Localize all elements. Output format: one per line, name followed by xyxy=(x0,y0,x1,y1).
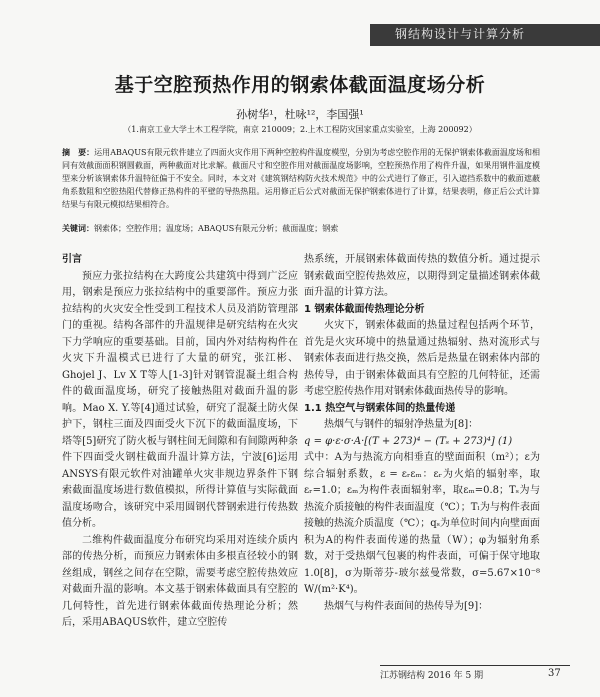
paper-authors: 孙树华¹，杜咏¹²，李国强¹ xyxy=(236,108,364,121)
abstract-label: 摘 要： xyxy=(62,148,95,157)
keywords-label: 关键词： xyxy=(62,224,94,233)
paper-affiliation: （1.南京工业大学土木工程学院，南京 210009；2.上木工程防灾国家重点实验室，上海 200092） xyxy=(123,125,477,134)
section-1-1-heading: 1.1 热空气与钢索体间的热量传递 xyxy=(304,402,456,414)
intro-paragraph-1: 预应力张拉结构在大跨度公共建筑中得到广泛应用，钢索是预应力张拉结构中的重要部件。预应力张拉结构的火灾安全性受到工程技术人员及消防管理部门的重视。结构各部件的升温规律是研究结构在火灾下力学响应的重要基础。目前，国内外对结构构件在火灾下升温模式已进行了大量的研究，张江彬、Ghojel J、Lv X T等人[1-3]针对钢管混凝土组合构件的截面温度场，研究了接触热阻对截面升温的影响。Mao X. Y.等[4]通过试验，研究了混凝土防火保护下，钢柱三面及四面受火下沉下的截面温度场，下塔等[5]研究了防火板与钢柱间无间隙和有间隙两种条件下四面受火钢柱截面升温计算方法，宁波[6]运用ANSYS有限元软件对油罐单火灾非规边界条件下钢索截面温度场进行数值模拟，所得计算值与实际截面温度场吻合，该研究中采用圆钢代替钢索进行传热数值分析。 xyxy=(62,270,298,529)
keywords-text: 钢索体；空腔作用；温度场；ABAQUS有限元分析；截面温度；钢索 xyxy=(94,224,339,233)
keywords xyxy=(62,223,540,235)
section-1-1-paragraph: 热烟气与钢件的辐射净热量为[8]： xyxy=(324,419,479,430)
abstract xyxy=(62,146,540,211)
page-number: 37 xyxy=(548,668,561,679)
left-column xyxy=(62,252,298,632)
equation-1: q = φ·ε·σ·A·[(T + 273)⁴ − (Tₛ + 273)⁴] (1) xyxy=(304,435,513,447)
abstract-text: 运用ABAQUS有限元软件建立了四面火灾作用下两种空腔构件温度模型，分别为考虑空腔作用的无保护钢索体截面温度场和相同有效截面面积钢圆截面，两种截面对比求解。截面尺寸和空腔作用对截面温度场影响，空腔预热作用了构件升温，如果用钢件温度模型来分析该钢索体升温特征偏于不安全。同时，本文对《建筑钢结构防火技术规范》中的公式进行了修正，引入遮挡系数中的截面遮蔽角系数阻和空腔热阻代替修正热构件的平壁的导热热阻。运用修正后公式对截面无保护钢索体进行了计算，结果表明，修正后公式计算结果与有限元模拟结果相符合。 xyxy=(62,148,541,209)
section-header-text: 钢结构设计与计算分析 xyxy=(395,27,526,41)
section-1-heading: 1 钢索体截面传热理论分析 xyxy=(304,303,425,315)
section-1-1-paragraph-2: 热烟气与构件表面间的热传导为[9]： xyxy=(324,600,489,612)
right-column xyxy=(304,252,540,615)
footer-rule xyxy=(380,665,570,666)
right-paragraph-0: 热系统，开展钢索体截面传热的数值分析。通过提示钢索截面空腔传热效应，以期得到定量描述钢索体截面升温的计算方法。 xyxy=(304,254,540,298)
intro-heading: 引言 xyxy=(62,254,82,265)
section-1-paragraph: 火灾下，钢索体截面的热量过程包括两个环节，首先是火灾环境中的热量通过热辐射、热对流形式与钢索体表面进行热交换，然后是热量在钢索体内部的热传导，由于钢索体截面具有空腔的几何特征，还需考虑空腔传热作用对钢索体截面热传导的影响。 xyxy=(304,320,540,397)
paper-title: 基于空腔预热作用的钢索体截面温度场分析 xyxy=(114,74,486,96)
intro-paragraph-2: 二维构件截面温度分布研究均采用对连续介质内部的传热分析，而预应力钢索体由多根直径较小的钢丝组成，钢丝之间存在空隙，需要考虑空腔传热效应对截面升温的影响。本文基于钢索体截面具有空腔的几何特性，首先进行钢索体截面传热理论分析；然后，采用ABAQUS软件，建立空腔传 xyxy=(62,534,298,628)
footer-journal: 江苏钢结构 2016 年 5 期 xyxy=(380,671,484,681)
equation-1-explanation: 式中：A为与热流方向相垂直的壁面面积（m²）；ε为综合辐射系数，ε = εᵣεₘ：εᵣ为火焰的辐射率，取εᵣ=1.0；εₘ为构件表面辐射率，取εₘ=0.8；Tₛ为与热流介质接触的构件表面温度（℃）；Tₗ为与构件表面接触的热流介质温度（℃）；qₛ为单位时间内向壁面面积为A的构件表面传递的热量（W）；φ为辐射角系数，对于受热烟气包裹的构件表面，可偏于保守地取1.0[8]，σ为斯蒂芬-玻尔兹曼常数，σ=5.67×10⁻⁸ W/(m²·K⁴)。 xyxy=(304,452,540,595)
